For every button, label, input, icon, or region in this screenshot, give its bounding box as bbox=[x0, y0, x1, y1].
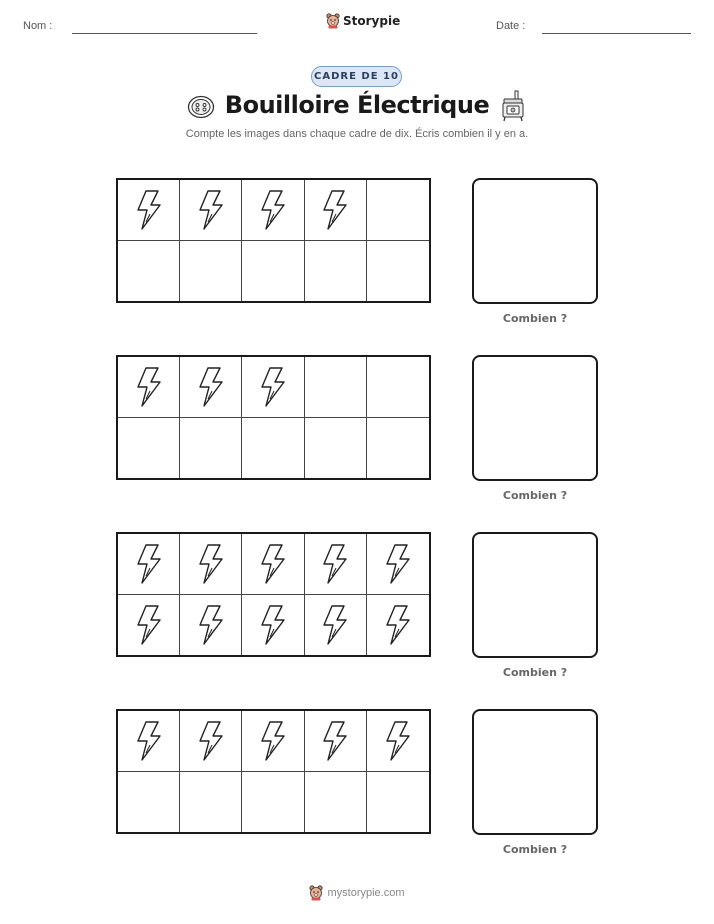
worksheet-type-badge: CADRE DE 10 bbox=[311, 66, 402, 87]
lightning-bolt-icon bbox=[321, 720, 349, 762]
frame-cell bbox=[180, 534, 242, 595]
frame-cell bbox=[305, 241, 367, 302]
footer-url: mystorypie.com bbox=[327, 887, 405, 899]
frame-cell bbox=[242, 241, 304, 302]
frame-cell bbox=[118, 711, 180, 772]
frame-cell bbox=[180, 772, 242, 833]
date-label: Date : bbox=[496, 20, 526, 32]
combien-label-2: Combien ? bbox=[502, 489, 568, 502]
frame-cell bbox=[367, 772, 429, 833]
date-write-line[interactable] bbox=[542, 33, 691, 34]
frame-cell bbox=[367, 241, 429, 302]
frame-cell bbox=[180, 418, 242, 479]
brand-logo bbox=[326, 13, 400, 29]
name-write-line[interactable] bbox=[72, 33, 257, 34]
ten-frame-2 bbox=[116, 355, 431, 480]
lightning-bolt-icon bbox=[135, 604, 163, 646]
frame-cell bbox=[367, 357, 429, 418]
frame-cell bbox=[118, 772, 180, 833]
lightning-bolt-icon bbox=[259, 189, 287, 231]
frame-cell bbox=[180, 595, 242, 656]
frame-cell bbox=[180, 180, 242, 241]
page-title: Bouilloire Électrique bbox=[224, 91, 490, 119]
lightning-bolt-icon bbox=[384, 543, 412, 585]
name-label: Nom : bbox=[23, 20, 53, 32]
lightning-bolt-icon bbox=[135, 366, 163, 408]
frame-cell bbox=[242, 418, 304, 479]
lightning-bolt-icon bbox=[321, 189, 349, 231]
frame-cell bbox=[242, 772, 304, 833]
lightning-bolt-icon bbox=[197, 604, 225, 646]
frame-cell bbox=[118, 241, 180, 302]
lightning-bolt-icon bbox=[197, 720, 225, 762]
combien-label-1: Combien ? bbox=[502, 312, 568, 325]
lightning-bolt-icon bbox=[259, 366, 287, 408]
frame-cell bbox=[305, 772, 367, 833]
frame-cell bbox=[305, 418, 367, 479]
frame-cell bbox=[242, 711, 304, 772]
lightning-bolt-icon bbox=[384, 720, 412, 762]
lightning-bolt-icon bbox=[321, 604, 349, 646]
lightning-bolt-icon bbox=[135, 720, 163, 762]
frame-cell bbox=[118, 357, 180, 418]
frame-cell bbox=[367, 711, 429, 772]
lightning-bolt-icon bbox=[384, 604, 412, 646]
lightning-bolt-icon bbox=[259, 604, 287, 646]
frame-cell bbox=[242, 180, 304, 241]
ten-frame-1 bbox=[116, 178, 431, 303]
answer-box-1[interactable] bbox=[472, 178, 598, 304]
brand-name: Storypie bbox=[343, 14, 401, 28]
answer-box-2[interactable] bbox=[472, 355, 598, 481]
frame-cell bbox=[305, 534, 367, 595]
frame-cell bbox=[118, 534, 180, 595]
frame-cell bbox=[180, 711, 242, 772]
lightning-bolt-icon bbox=[197, 543, 225, 585]
combien-label-4: Combien ? bbox=[502, 843, 568, 856]
frame-cell bbox=[367, 595, 429, 656]
frame-cell bbox=[367, 418, 429, 479]
lightning-bolt-icon bbox=[259, 543, 287, 585]
frame-cell bbox=[180, 357, 242, 418]
lightning-bolt-icon bbox=[197, 366, 225, 408]
frame-cell bbox=[305, 595, 367, 656]
lightning-bolt-icon bbox=[197, 189, 225, 231]
lightning-bolt-icon bbox=[135, 189, 163, 231]
answer-box-3[interactable] bbox=[472, 532, 598, 658]
frame-cell bbox=[242, 357, 304, 418]
lightning-bolt-icon bbox=[259, 720, 287, 762]
frame-cell bbox=[367, 180, 429, 241]
lightning-bolt-icon bbox=[135, 543, 163, 585]
combien-label-3: Combien ? bbox=[502, 666, 568, 679]
frame-cell bbox=[305, 711, 367, 772]
answer-box-4[interactable] bbox=[472, 709, 598, 835]
bear-mascot-icon bbox=[309, 885, 323, 901]
frame-cell bbox=[180, 241, 242, 302]
instructions: Compte les images dans chaque cadre de dix. Écris combien il y en a. bbox=[185, 128, 529, 140]
frame-cell bbox=[242, 595, 304, 656]
frame-cell bbox=[305, 180, 367, 241]
ten-frame-3 bbox=[116, 532, 431, 657]
frame-cell bbox=[367, 534, 429, 595]
frame-cell bbox=[118, 595, 180, 656]
frame-cell bbox=[118, 418, 180, 479]
stove-icon bbox=[500, 90, 526, 122]
lightning-bolt-icon bbox=[321, 543, 349, 585]
footer bbox=[0, 885, 714, 901]
frame-cell bbox=[305, 357, 367, 418]
frame-cell bbox=[118, 180, 180, 241]
frame-cell bbox=[242, 534, 304, 595]
bear-mascot-icon bbox=[326, 13, 340, 29]
ten-frame-4 bbox=[116, 709, 431, 834]
